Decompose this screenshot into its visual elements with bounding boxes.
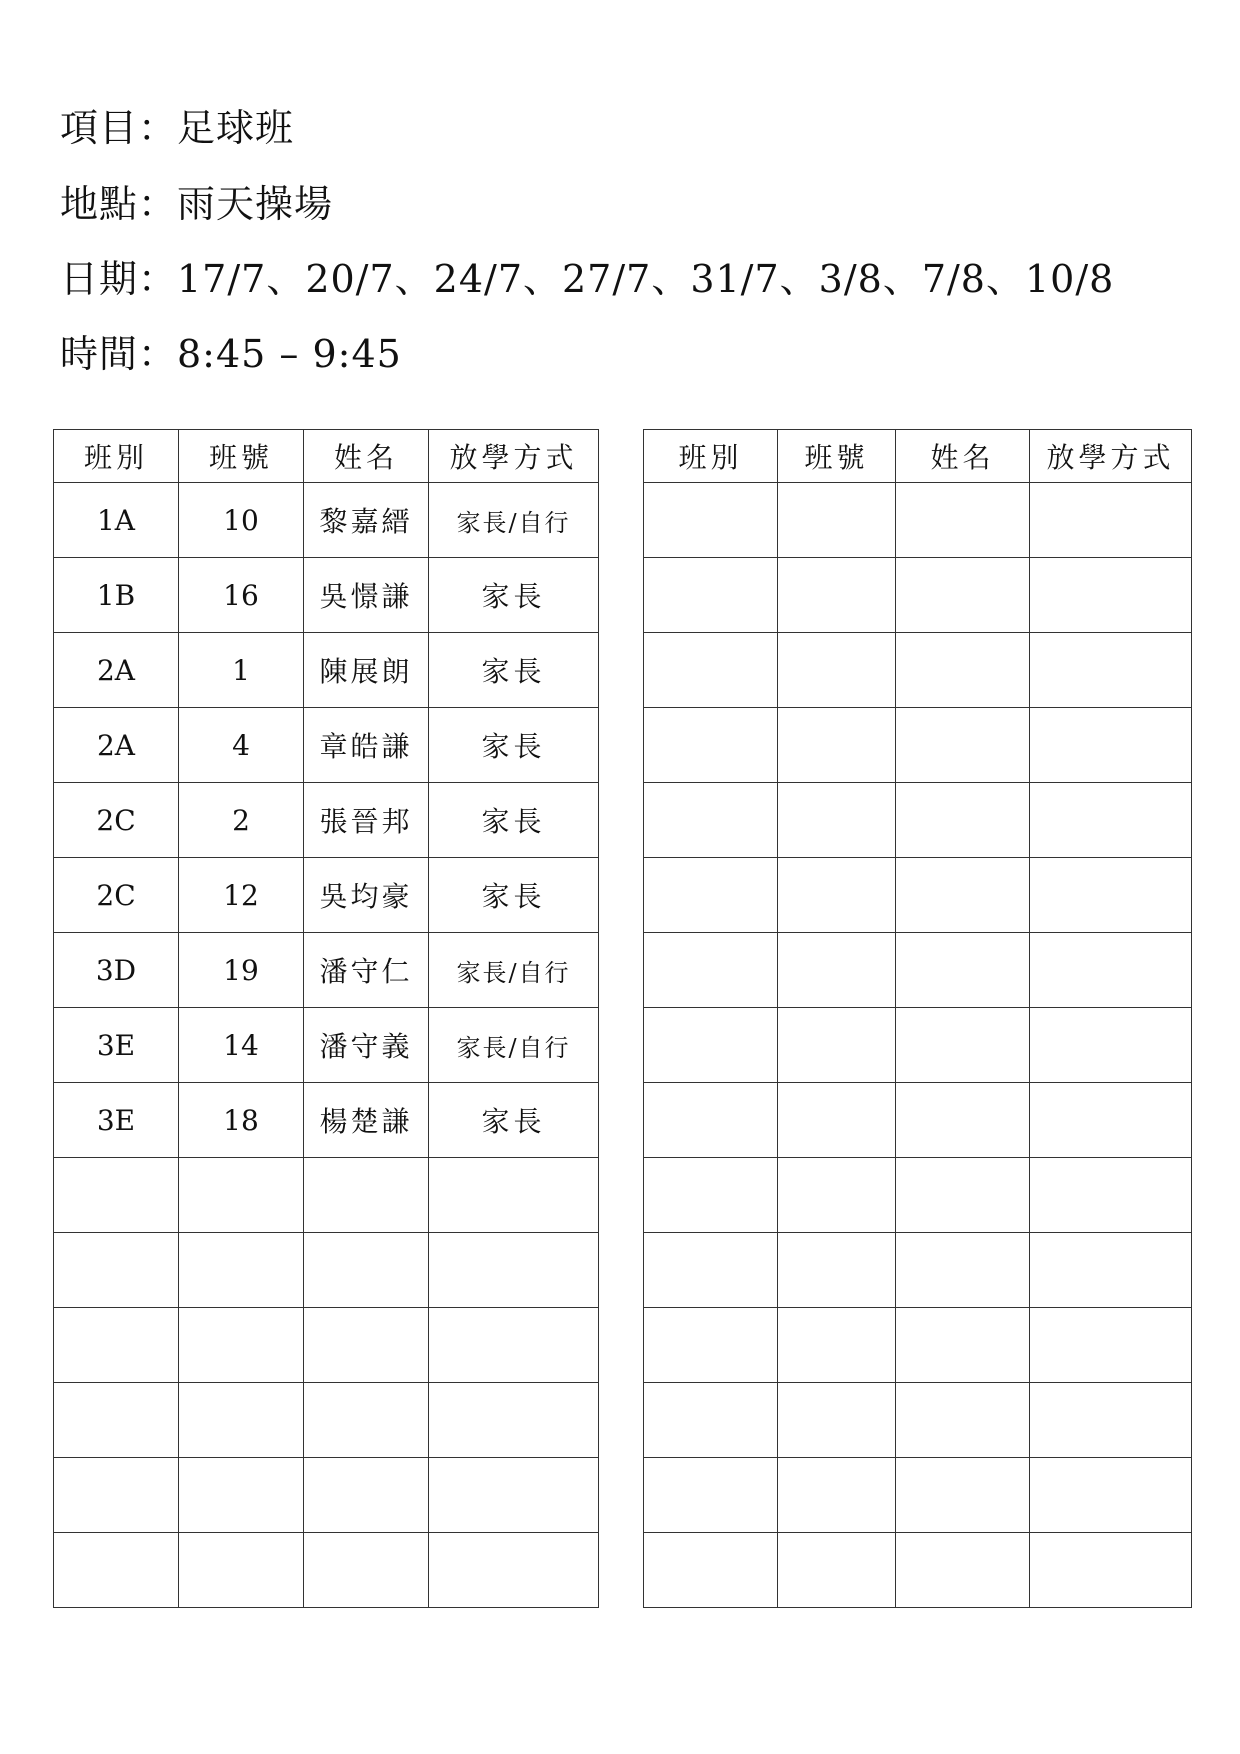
table-row <box>644 1533 1192 1608</box>
cell-class: 3D <box>54 933 179 1008</box>
empty-cell <box>1030 633 1192 708</box>
empty-cell <box>778 933 896 1008</box>
table-row <box>54 1383 599 1458</box>
cell-name: 楊楚謙 <box>304 1083 429 1158</box>
empty-cell <box>644 1233 778 1308</box>
cell-dismissal: 家長/自行 <box>429 933 599 1008</box>
cell-number: 14 <box>179 1008 304 1083</box>
table-row <box>644 1383 1192 1458</box>
empty-cell <box>896 1383 1030 1458</box>
empty-cell <box>644 1458 778 1533</box>
cell-class <box>54 1533 179 1608</box>
header-dismissal: 放學方式 <box>1030 430 1192 483</box>
cell-dismissal <box>429 1533 599 1608</box>
cell-number <box>179 1233 304 1308</box>
empty-cell <box>896 1008 1030 1083</box>
empty-cell <box>644 483 778 558</box>
empty-cell <box>896 483 1030 558</box>
empty-cell <box>1030 1083 1192 1158</box>
table-row <box>54 558 599 633</box>
cell-class <box>54 1458 179 1533</box>
table-row <box>644 1458 1192 1533</box>
cell-dismissal: 家長 <box>429 633 599 708</box>
cell-class: 1B <box>54 558 179 633</box>
cell-name <box>304 1158 429 1233</box>
location-line: 地點：雨天操場 <box>60 182 334 226</box>
empty-cell <box>778 1308 896 1383</box>
table-row <box>644 1308 1192 1383</box>
cell-number: 12 <box>179 858 304 933</box>
empty-cell <box>778 1383 896 1458</box>
cell-class <box>54 1158 179 1233</box>
table-row <box>644 783 1192 858</box>
roster-table-left <box>53 429 599 1608</box>
cell-number: 16 <box>179 558 304 633</box>
cell-dismissal <box>429 1383 599 1458</box>
empty-cell <box>896 708 1030 783</box>
empty-cell <box>778 633 896 708</box>
empty-cell <box>896 1158 1030 1233</box>
dates-line: 日期：17/7、20/7、24/7、27/7、31/7、3/8、7/8、10/8 <box>60 257 1115 301</box>
cell-class: 3E <box>54 1083 179 1158</box>
table-row <box>644 858 1192 933</box>
header-class: 班別 <box>54 430 179 483</box>
empty-cell <box>644 783 778 858</box>
cell-number <box>179 1158 304 1233</box>
table-row <box>54 1308 599 1383</box>
cell-dismissal: 家長 <box>429 558 599 633</box>
empty-cell <box>896 633 1030 708</box>
empty-cell <box>644 1383 778 1458</box>
header-number: 班號 <box>778 430 896 483</box>
empty-cell <box>778 1008 896 1083</box>
empty-cell <box>644 708 778 783</box>
empty-cell <box>1030 1158 1192 1233</box>
cell-number: 4 <box>179 708 304 783</box>
cell-name <box>304 1308 429 1383</box>
cell-class <box>54 1383 179 1458</box>
table-row <box>644 1008 1192 1083</box>
cell-number <box>179 1458 304 1533</box>
table-row <box>54 858 599 933</box>
table-row <box>644 1083 1192 1158</box>
empty-cell <box>1030 1308 1192 1383</box>
empty-cell <box>644 1158 778 1233</box>
empty-cell <box>778 708 896 783</box>
empty-cell <box>644 1533 778 1608</box>
cell-number: 10 <box>179 483 304 558</box>
cell-dismissal <box>429 1458 599 1533</box>
table-row <box>644 1233 1192 1308</box>
empty-cell <box>896 858 1030 933</box>
cell-name: 張晉邦 <box>304 783 429 858</box>
cell-name <box>304 1458 429 1533</box>
table-row <box>54 633 599 708</box>
empty-cell <box>778 783 896 858</box>
cell-name: 吳憬謙 <box>304 558 429 633</box>
empty-cell <box>896 1083 1030 1158</box>
empty-cell <box>644 858 778 933</box>
empty-cell <box>778 1458 896 1533</box>
roster-table-right <box>643 429 1192 1608</box>
empty-cell <box>778 483 896 558</box>
cell-number <box>179 1308 304 1383</box>
table-row <box>54 1008 599 1083</box>
cell-class: 1A <box>54 483 179 558</box>
empty-cell <box>1030 783 1192 858</box>
cell-name <box>304 1233 429 1308</box>
empty-cell <box>896 558 1030 633</box>
empty-cell <box>896 783 1030 858</box>
cell-number <box>179 1533 304 1608</box>
empty-cell <box>896 1458 1030 1533</box>
cell-name: 潘守義 <box>304 1008 429 1083</box>
empty-cell <box>778 558 896 633</box>
table-row <box>54 933 599 1008</box>
cell-dismissal: 家長/自行 <box>429 483 599 558</box>
table-row <box>644 633 1192 708</box>
empty-cell <box>644 1083 778 1158</box>
empty-cell <box>778 1158 896 1233</box>
cell-dismissal: 家長/自行 <box>429 1008 599 1083</box>
empty-cell <box>1030 708 1192 783</box>
empty-cell <box>644 558 778 633</box>
cell-number: 19 <box>179 933 304 1008</box>
cell-dismissal <box>429 1233 599 1308</box>
cell-name: 陳展朗 <box>304 633 429 708</box>
table-row <box>54 1233 599 1308</box>
cell-class <box>54 1308 179 1383</box>
empty-cell <box>644 1008 778 1083</box>
cell-dismissal: 家長 <box>429 708 599 783</box>
cell-class: 3E <box>54 1008 179 1083</box>
cell-name: 潘守仁 <box>304 933 429 1008</box>
table-row <box>54 1158 599 1233</box>
cell-dismissal <box>429 1308 599 1383</box>
cell-number: 18 <box>179 1083 304 1158</box>
header-class: 班別 <box>644 430 778 483</box>
empty-cell <box>1030 858 1192 933</box>
cell-dismissal: 家長 <box>429 858 599 933</box>
table-row <box>644 708 1192 783</box>
empty-cell <box>778 1083 896 1158</box>
table-row <box>54 783 599 858</box>
cell-number: 2 <box>179 783 304 858</box>
cell-class: 2A <box>54 633 179 708</box>
empty-cell <box>1030 558 1192 633</box>
table-row <box>644 933 1192 1008</box>
project-line: 項目：足球班 <box>60 106 295 150</box>
cell-name <box>304 1383 429 1458</box>
header-row <box>54 430 599 483</box>
empty-cell <box>778 1233 896 1308</box>
table-row <box>54 1458 599 1533</box>
empty-cell <box>1030 933 1192 1008</box>
empty-cell <box>1030 1233 1192 1308</box>
table-row <box>54 708 599 783</box>
empty-cell <box>644 633 778 708</box>
header-dismissal: 放學方式 <box>429 430 599 483</box>
header-number: 班號 <box>179 430 304 483</box>
empty-cell <box>1030 1458 1192 1533</box>
empty-cell <box>896 1233 1030 1308</box>
table-row <box>644 1158 1192 1233</box>
cell-name: 章皓謙 <box>304 708 429 783</box>
empty-cell <box>896 1308 1030 1383</box>
cell-class: 2A <box>54 708 179 783</box>
cell-name: 黎嘉縉 <box>304 483 429 558</box>
cell-dismissal: 家長 <box>429 783 599 858</box>
header-row <box>644 430 1192 483</box>
cell-number: 1 <box>179 633 304 708</box>
empty-cell <box>778 858 896 933</box>
table-row <box>644 558 1192 633</box>
empty-cell <box>644 1308 778 1383</box>
cell-number <box>179 1383 304 1458</box>
empty-cell <box>1030 483 1192 558</box>
empty-cell <box>644 933 778 1008</box>
cell-name: 吳均豪 <box>304 858 429 933</box>
cell-dismissal: 家長 <box>429 1083 599 1158</box>
empty-cell <box>896 933 1030 1008</box>
table-row <box>54 1083 599 1158</box>
header-name: 姓名 <box>896 430 1030 483</box>
table-row <box>54 483 599 558</box>
cell-class <box>54 1233 179 1308</box>
empty-cell <box>1030 1008 1192 1083</box>
table-row <box>54 1533 599 1608</box>
table-row <box>644 483 1192 558</box>
cell-class: 2C <box>54 783 179 858</box>
cell-dismissal <box>429 1158 599 1233</box>
header-name: 姓名 <box>304 430 429 483</box>
cell-class: 2C <box>54 858 179 933</box>
empty-cell <box>1030 1533 1192 1608</box>
cell-name <box>304 1533 429 1608</box>
time-line: 時間：8:45 – 9:45 <box>60 332 402 376</box>
empty-cell <box>1030 1383 1192 1458</box>
empty-cell <box>778 1533 896 1608</box>
empty-cell <box>896 1533 1030 1608</box>
